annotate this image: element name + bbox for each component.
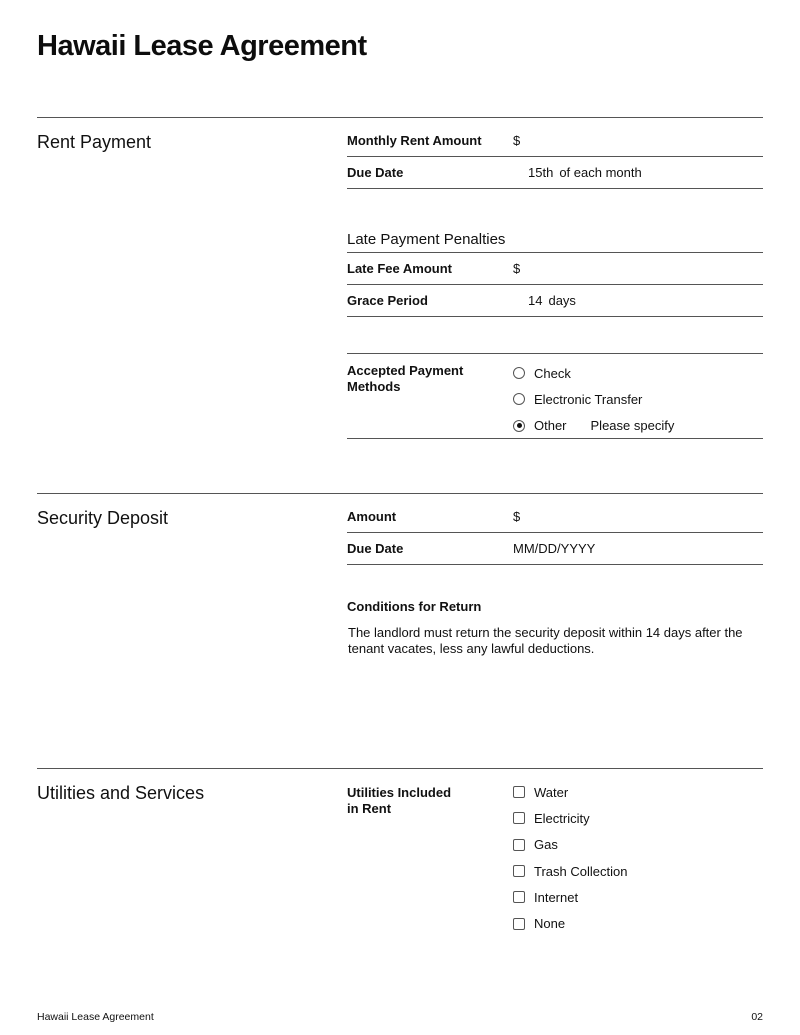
conditions-for-return-heading: Conditions for Return	[347, 599, 482, 614]
checkbox-icon[interactable]	[513, 918, 525, 930]
utilities-label-line1: Utilities Included	[347, 785, 452, 800]
utilities-label-line2: in Rent	[347, 801, 392, 816]
checkbox-icon[interactable]	[513, 786, 525, 798]
deposit-amount-label: Amount	[347, 508, 397, 524]
payment-option-electronic-transfer[interactable]	[513, 386, 674, 412]
utilities-options	[513, 769, 627, 941]
option-label: Check	[534, 365, 571, 381]
utility-option-gas[interactable]	[513, 832, 627, 858]
radio-button-selected-icon[interactable]	[513, 420, 525, 432]
utilities-row	[347, 769, 763, 941]
grace-period-value[interactable]: 14	[528, 293, 543, 308]
section-title: Utilities and Services	[37, 783, 205, 803]
grace-period-suffix: days	[548, 293, 576, 308]
radio-button-icon[interactable]	[513, 393, 525, 405]
payment-methods-label-line1: Accepted Payment	[347, 363, 464, 378]
deposit-amount-row	[347, 494, 763, 533]
security-deposit-fields	[347, 494, 763, 657]
option-label: Trash Collection	[534, 863, 628, 879]
radio-button-icon[interactable]	[513, 367, 525, 379]
currency-prefix: $	[513, 261, 521, 276]
payment-methods-row	[347, 354, 763, 439]
section-security-deposit	[37, 493, 763, 768]
late-payment-penalties-heading: Late Payment Penalties	[347, 231, 506, 248]
payment-methods-label-line2: Methods	[347, 379, 401, 394]
late-fee-field[interactable]	[513, 261, 520, 276]
currency-prefix: $	[513, 508, 521, 524]
section-utilities	[37, 768, 763, 968]
option-label: Gas	[534, 837, 558, 853]
checkbox-icon[interactable]	[513, 891, 525, 903]
option-label: None	[534, 916, 566, 932]
utility-option-water[interactable]	[513, 779, 627, 805]
option-label: Electronic Transfer	[534, 391, 643, 407]
checkbox-icon[interactable]	[513, 839, 525, 851]
utilities-label	[347, 769, 513, 817]
utility-option-none[interactable]	[513, 910, 627, 936]
option-label: Internet	[534, 889, 579, 905]
late-fee-label: Late Fee Amount	[347, 261, 452, 276]
payment-methods-label	[347, 354, 513, 395]
monthly-rent-label: Monthly Rent Amount	[347, 132, 482, 148]
grace-period-field[interactable]	[513, 293, 576, 308]
rent-due-date-row	[347, 157, 763, 189]
utility-option-electricity[interactable]	[513, 805, 627, 831]
option-label: Electricity	[534, 810, 590, 826]
payment-methods-options	[513, 354, 674, 443]
rent-due-date-field[interactable]	[513, 165, 642, 180]
rent-due-day-value[interactable]: 15th	[528, 165, 554, 180]
late-fee-row	[347, 253, 763, 285]
section-title: Security Deposit	[37, 508, 169, 528]
checkbox-icon[interactable]	[513, 812, 525, 824]
option-label: Water	[534, 784, 569, 800]
option-label: Other	[534, 418, 567, 434]
deposit-due-date-field[interactable]: MM/DD/YYYY	[513, 541, 596, 556]
section-rent-payment	[37, 117, 763, 493]
utilities-fields	[347, 769, 763, 941]
utility-option-internet[interactable]	[513, 884, 627, 910]
monthly-rent-field[interactable]	[513, 133, 520, 148]
deposit-due-date-label: Due Date	[347, 541, 404, 556]
utility-option-trash-collection[interactable]	[513, 858, 627, 884]
deposit-due-date-row	[347, 533, 763, 565]
checkbox-icon[interactable]	[513, 865, 525, 877]
grace-period-row	[347, 285, 763, 317]
section-title: Rent Payment	[37, 132, 152, 152]
conditions-for-return-text: The landlord must return the security deposit within 14 days after the tenant vacates, less any lawful deductions.	[348, 625, 743, 656]
currency-prefix: $	[513, 132, 521, 148]
payment-option-other[interactable]	[513, 413, 674, 439]
rent-due-date-label: Due Date	[347, 165, 404, 180]
footer-document-title: Hawaii Lease Agreement	[37, 1011, 154, 1023]
footer-page-number: 02	[751, 1011, 763, 1023]
grace-period-label: Grace Period	[347, 293, 428, 308]
deposit-amount-field[interactable]	[513, 509, 520, 524]
monthly-rent-row	[347, 118, 763, 157]
other-specify-field[interactable]: Please specify	[590, 418, 675, 434]
payment-option-check[interactable]	[513, 360, 674, 386]
page-title: Hawaii Lease Agreement	[37, 30, 367, 62]
rent-due-date-suffix: of each month	[559, 165, 642, 180]
rent-payment-fields	[347, 118, 763, 439]
